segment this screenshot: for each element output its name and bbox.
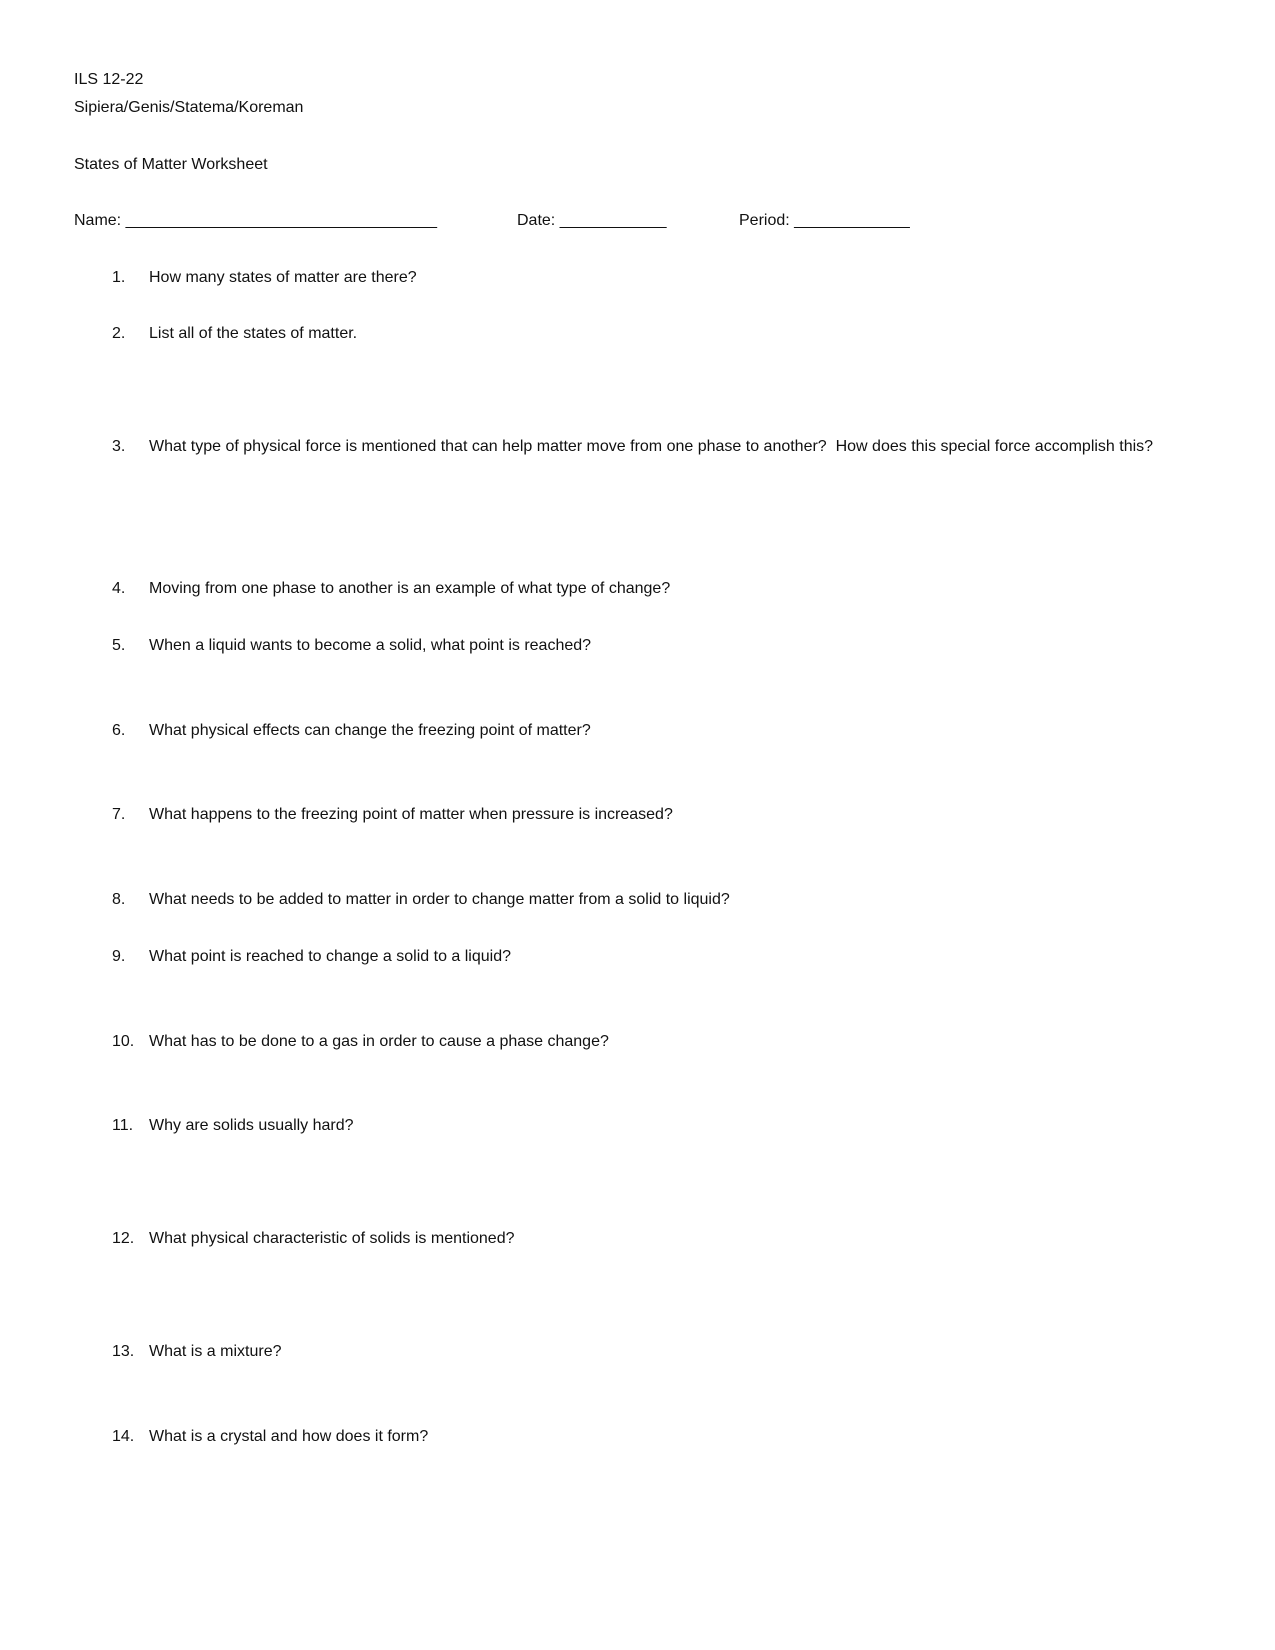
question-text: How many states of matter are there? (149, 269, 417, 286)
question-text: What point is reached to change a solid to a liquid? (149, 948, 512, 965)
question-number: 7. (112, 806, 126, 823)
question-number: 14. (112, 1428, 135, 1445)
question-text: What has to be done to a gas in order to cause a phase change? (149, 1033, 609, 1050)
date-field: Date: ____________ (517, 212, 667, 229)
question-number: 13. (112, 1343, 135, 1360)
page-title: States of Matter Worksheet (74, 156, 268, 173)
name-field: Name: ___________________________________ (74, 212, 438, 229)
question-text: What happens to the freezing point of matter when pressure is increased? (149, 806, 673, 823)
question-number: 6. (112, 722, 126, 739)
question-number: 3. (112, 438, 126, 455)
question-text: Why are solids usually hard? (149, 1117, 354, 1134)
question-number: 12. (112, 1230, 135, 1247)
question-number: 1. (112, 269, 126, 286)
question-number: 10. (112, 1033, 135, 1050)
question-number: 11. (112, 1117, 134, 1134)
question-number: 9. (112, 948, 126, 965)
question-text: What needs to be added to matter in order to change matter from a solid to liquid? (149, 891, 730, 908)
question-text: What physical effects can change the freezing point of matter? (149, 722, 591, 739)
question-number: 4. (112, 580, 126, 597)
question-number: 2. (112, 325, 126, 342)
question-text: Moving from one phase to another is an example of what type of change? (149, 580, 671, 597)
question-text: What is a mixture? (149, 1343, 282, 1360)
question-text: What is a crystal and how does it form? (149, 1428, 429, 1445)
question-text: List all of the states of matter. (149, 325, 358, 342)
question-text: When a liquid wants to become a solid, what point is reached? (149, 637, 592, 654)
teacher-names: Sipiera/Genis/Statema/Koreman (74, 99, 304, 116)
period-field: Period: _____________ (739, 212, 910, 229)
course-code: ILS 12-22 (74, 71, 144, 88)
question-text: What physical characteristic of solids is mentioned? (149, 1230, 515, 1247)
question-number: 8. (112, 891, 126, 908)
question-number: 5. (112, 637, 126, 654)
question-text: What type of physical force is mentioned that can help matter move from one phase to another? How does this special force accomplish this? (149, 438, 1154, 455)
